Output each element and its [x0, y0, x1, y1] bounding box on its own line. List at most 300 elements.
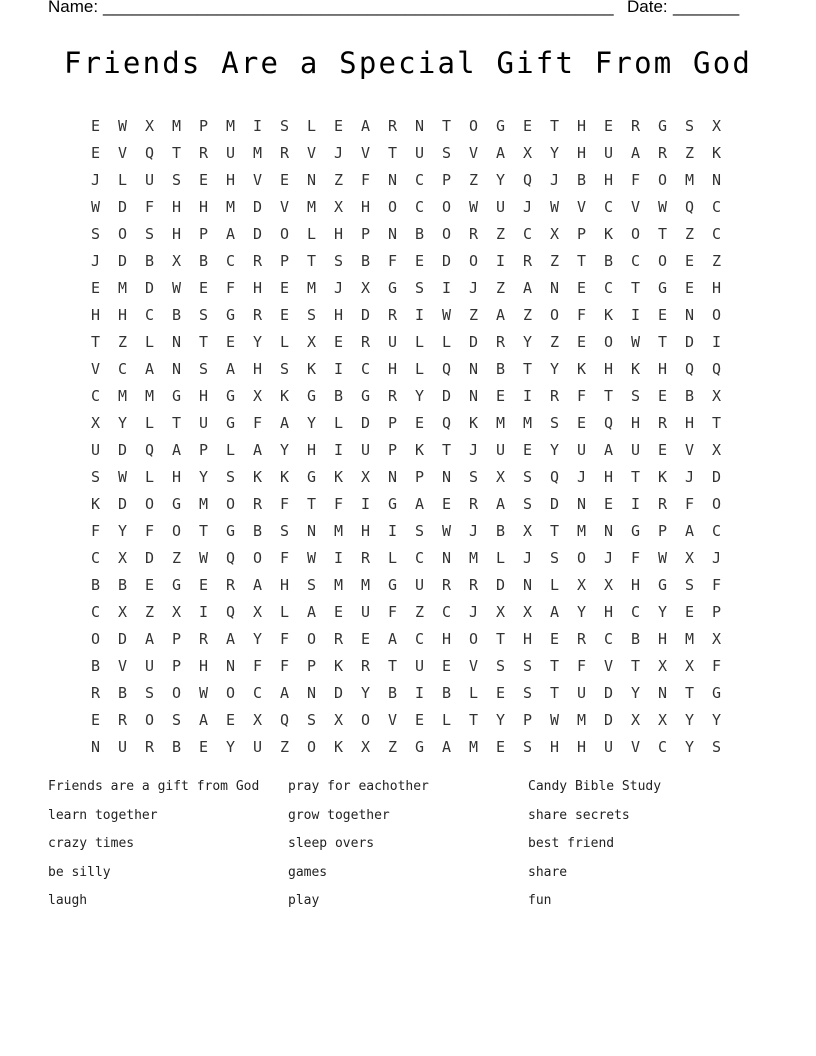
grid-letter: P: [414, 468, 425, 486]
grid-letter: A: [495, 144, 506, 162]
grid-letter: U: [414, 576, 425, 594]
grid-letter: O: [225, 495, 236, 513]
grid-letter: G: [171, 387, 182, 405]
grid-letter: G: [387, 576, 398, 594]
grid-letter: T: [549, 684, 560, 702]
grid-letter: E: [90, 279, 101, 297]
grid-letter: W: [468, 198, 479, 216]
grid-letter: L: [225, 441, 236, 459]
grid-letter: R: [360, 549, 371, 567]
grid-letter: C: [414, 171, 425, 189]
grid-letter: M: [684, 630, 695, 648]
grid-letter: E: [333, 603, 344, 621]
grid-letter: S: [279, 360, 290, 378]
grid-letter: M: [468, 549, 479, 567]
grid-letter: H: [252, 360, 263, 378]
grid-letter: F: [252, 414, 263, 432]
grid-row: [82, 356, 757, 383]
grid-letter: D: [360, 414, 371, 432]
grid-letter: S: [711, 738, 722, 756]
grid-row: [82, 491, 757, 518]
grid-letter: L: [144, 414, 155, 432]
grid-letter: Y: [657, 603, 668, 621]
grid-letter: M: [333, 522, 344, 540]
grid-letter: W: [549, 198, 560, 216]
grid-letter: N: [306, 171, 317, 189]
grid-letter: B: [117, 576, 128, 594]
grid-letter: Y: [117, 522, 128, 540]
grid-letter: S: [90, 225, 101, 243]
grid-letter: B: [171, 738, 182, 756]
grid-letter: T: [711, 414, 722, 432]
grid-letter: L: [414, 360, 425, 378]
grid-letter: N: [387, 171, 398, 189]
word-bank-column-3: [528, 777, 661, 920]
grid-row: [82, 140, 757, 167]
grid-letter: C: [603, 630, 614, 648]
word-bank-item: best friend: [528, 836, 615, 851]
grid-letter: X: [549, 225, 560, 243]
grid-letter: W: [630, 333, 641, 351]
grid-letter: E: [198, 279, 209, 297]
grid-letter: Y: [225, 738, 236, 756]
grid-letter: Q: [441, 414, 452, 432]
grid-letter: Y: [684, 711, 695, 729]
grid-letter: Z: [711, 252, 722, 270]
grid-letter: Z: [684, 144, 695, 162]
grid-letter: K: [333, 468, 344, 486]
grid-letter: O: [603, 333, 614, 351]
grid-letter: P: [387, 414, 398, 432]
grid-letter: K: [90, 495, 101, 513]
grid-letter: L: [333, 414, 344, 432]
grid-letter: V: [117, 144, 128, 162]
grid-letter: X: [711, 441, 722, 459]
grid-letter: Y: [711, 711, 722, 729]
grid-letter: S: [144, 684, 155, 702]
grid-letter: K: [630, 360, 641, 378]
grid-letter: J: [684, 468, 695, 486]
grid-letter: F: [576, 657, 587, 675]
letter-grid: [82, 113, 757, 761]
grid-letter: J: [522, 549, 533, 567]
word-bank-item: pray for eachother: [288, 779, 429, 794]
grid-letter: S: [684, 117, 695, 135]
grid-letter: X: [171, 603, 182, 621]
grid-letter: M: [117, 387, 128, 405]
grid-letter: A: [603, 441, 614, 459]
grid-letter: C: [225, 252, 236, 270]
word-bank-item: fun: [528, 893, 552, 908]
grid-letter: A: [684, 522, 695, 540]
grid-letter: F: [387, 252, 398, 270]
grid-letter: M: [306, 279, 317, 297]
grid-row: [82, 383, 757, 410]
grid-letter: E: [495, 738, 506, 756]
grid-letter: P: [198, 117, 209, 135]
grid-letter: N: [441, 549, 452, 567]
grid-letter: A: [144, 360, 155, 378]
grid-letter: A: [252, 441, 263, 459]
grid-letter: S: [522, 684, 533, 702]
grid-letter: N: [90, 738, 101, 756]
grid-letter: S: [171, 711, 182, 729]
grid-letter: S: [306, 711, 317, 729]
grid-letter: Y: [684, 738, 695, 756]
grid-letter: J: [333, 279, 344, 297]
grid-letter: H: [387, 360, 398, 378]
grid-letter: P: [198, 225, 209, 243]
grid-letter: R: [468, 495, 479, 513]
grid-letter: X: [522, 144, 533, 162]
grid-letter: L: [117, 171, 128, 189]
grid-letter: E: [90, 711, 101, 729]
grid-letter: Q: [549, 468, 560, 486]
grid-letter: W: [549, 711, 560, 729]
grid-letter: R: [441, 576, 452, 594]
grid-letter: C: [414, 198, 425, 216]
grid-letter: E: [225, 333, 236, 351]
grid-row: [82, 734, 757, 761]
grid-letter: L: [279, 603, 290, 621]
grid-letter: M: [117, 279, 128, 297]
grid-letter: Y: [306, 414, 317, 432]
grid-letter: T: [441, 117, 452, 135]
grid-letter: M: [306, 198, 317, 216]
grid-letter: G: [225, 306, 236, 324]
grid-letter: E: [576, 279, 587, 297]
grid-letter: G: [495, 117, 506, 135]
grid-letter: S: [306, 306, 317, 324]
grid-letter: W: [198, 684, 209, 702]
grid-letter: T: [198, 333, 209, 351]
grid-letter: G: [225, 387, 236, 405]
grid-letter: H: [576, 144, 587, 162]
grid-letter: G: [306, 468, 317, 486]
grid-letter: F: [144, 198, 155, 216]
grid-letter: R: [387, 387, 398, 405]
grid-letter: S: [684, 576, 695, 594]
grid-letter: D: [117, 630, 128, 648]
grid-letter: F: [630, 549, 641, 567]
grid-letter: P: [387, 441, 398, 459]
grid-letter: L: [387, 549, 398, 567]
grid-letter: E: [684, 603, 695, 621]
grid-letter: O: [90, 630, 101, 648]
grid-letter: D: [468, 333, 479, 351]
grid-letter: A: [387, 630, 398, 648]
grid-row: [82, 167, 757, 194]
grid-letter: E: [198, 171, 209, 189]
grid-letter: P: [171, 657, 182, 675]
grid-letter: G: [171, 576, 182, 594]
grid-letter: A: [279, 414, 290, 432]
grid-row: [82, 437, 757, 464]
grid-letter: G: [360, 387, 371, 405]
grid-letter: X: [252, 603, 263, 621]
grid-row: [82, 626, 757, 653]
grid-letter: C: [711, 225, 722, 243]
grid-letter: C: [360, 360, 371, 378]
grid-letter: U: [414, 144, 425, 162]
grid-letter: S: [549, 549, 560, 567]
grid-letter: R: [252, 306, 263, 324]
grid-letter: Y: [630, 684, 641, 702]
grid-letter: R: [117, 711, 128, 729]
grid-letter: H: [333, 306, 344, 324]
grid-letter: P: [711, 603, 722, 621]
grid-letter: U: [360, 603, 371, 621]
grid-letter: H: [90, 306, 101, 324]
grid-letter: H: [684, 414, 695, 432]
grid-letter: Q: [603, 414, 614, 432]
word-bank-item: grow together: [288, 807, 390, 823]
grid-letter: V: [576, 198, 587, 216]
grid-row: [82, 653, 757, 680]
grid-letter: H: [360, 198, 371, 216]
grid-letter: H: [441, 630, 452, 648]
grid-letter: T: [630, 657, 641, 675]
grid-letter: I: [522, 387, 533, 405]
grid-letter: F: [360, 171, 371, 189]
grid-letter: G: [657, 279, 668, 297]
grid-letter: Q: [522, 171, 533, 189]
grid-letter: U: [225, 144, 236, 162]
grid-letter: C: [117, 360, 128, 378]
grid-letter: G: [225, 522, 236, 540]
grid-letter: E: [495, 387, 506, 405]
grid-letter: T: [549, 117, 560, 135]
grid-letter: Q: [711, 360, 722, 378]
grid-letter: Q: [144, 144, 155, 162]
grid-letter: D: [252, 225, 263, 243]
grid-letter: E: [333, 333, 344, 351]
grid-letter: E: [522, 441, 533, 459]
grid-letter: E: [414, 414, 425, 432]
grid-letter: S: [171, 171, 182, 189]
word-bank-item: Candy Bible Study: [528, 779, 662, 794]
grid-letter: G: [225, 414, 236, 432]
grid-letter: G: [711, 684, 722, 702]
grid-letter: D: [117, 252, 128, 270]
grid-letter: H: [198, 198, 209, 216]
grid-letter: U: [144, 171, 155, 189]
grid-letter: R: [522, 252, 533, 270]
grid-letter: S: [333, 252, 344, 270]
grid-letter: N: [306, 522, 317, 540]
grid-letter: C: [522, 225, 533, 243]
grid-letter: O: [657, 171, 668, 189]
grid-letter: X: [144, 117, 155, 135]
grid-letter: K: [468, 414, 479, 432]
grid-letter: X: [117, 603, 128, 621]
grid-letter: X: [252, 711, 263, 729]
grid-letter: N: [387, 225, 398, 243]
grid-letter: B: [198, 252, 209, 270]
grid-letter: U: [414, 657, 425, 675]
grid-letter: X: [684, 549, 695, 567]
grid-letter: X: [603, 576, 614, 594]
grid-letter: W: [306, 549, 317, 567]
grid-letter: A: [144, 630, 155, 648]
grid-letter: R: [279, 144, 290, 162]
grid-letter: E: [198, 738, 209, 756]
grid-letter: N: [387, 468, 398, 486]
grid-letter: B: [90, 657, 101, 675]
grid-letter: P: [306, 657, 317, 675]
word-bank-item: games: [288, 864, 328, 880]
grid-letter: N: [657, 684, 668, 702]
grid-letter: H: [603, 360, 614, 378]
grid-letter: F: [279, 630, 290, 648]
grid-letter: M: [576, 522, 587, 540]
grid-letter: H: [630, 414, 641, 432]
grid-letter: U: [360, 441, 371, 459]
grid-letter: X: [306, 333, 317, 351]
grid-letter: T: [441, 441, 452, 459]
grid-letter: S: [225, 468, 236, 486]
grid-letter: D: [441, 387, 452, 405]
grid-letter: W: [657, 549, 668, 567]
grid-letter: A: [279, 684, 290, 702]
grid-letter: I: [441, 279, 452, 297]
grid-letter: Z: [144, 603, 155, 621]
grid-letter: Y: [117, 414, 128, 432]
grid-letter: R: [225, 576, 236, 594]
grid-row: [82, 599, 757, 626]
grid-letter: X: [711, 117, 722, 135]
grid-letter: S: [522, 495, 533, 513]
grid-letter: D: [252, 198, 263, 216]
grid-letter: U: [144, 657, 155, 675]
grid-letter: H: [252, 279, 263, 297]
grid-letter: R: [630, 117, 641, 135]
grid-letter: V: [117, 657, 128, 675]
grid-letter: D: [684, 333, 695, 351]
grid-letter: S: [522, 738, 533, 756]
grid-letter: N: [468, 387, 479, 405]
grid-letter: N: [225, 657, 236, 675]
grid-letter: P: [522, 711, 533, 729]
grid-letter: Z: [549, 333, 560, 351]
grid-letter: H: [603, 171, 614, 189]
grid-letter: E: [414, 252, 425, 270]
grid-letter: S: [522, 468, 533, 486]
grid-letter: I: [495, 252, 506, 270]
grid-letter: M: [333, 576, 344, 594]
grid-letter: C: [630, 603, 641, 621]
grid-letter: L: [441, 711, 452, 729]
grid-letter: Z: [549, 252, 560, 270]
grid-letter: M: [495, 414, 506, 432]
grid-letter: N: [414, 117, 425, 135]
grid-letter: I: [360, 495, 371, 513]
grid-letter: D: [441, 252, 452, 270]
grid-letter: B: [171, 306, 182, 324]
grid-letter: Z: [468, 306, 479, 324]
grid-letter: Y: [549, 144, 560, 162]
grid-letter: C: [90, 549, 101, 567]
word-bank-item: be silly: [48, 864, 111, 880]
grid-letter: N: [171, 333, 182, 351]
grid-letter: N: [522, 576, 533, 594]
grid-letter: F: [630, 171, 641, 189]
grid-letter: B: [495, 360, 506, 378]
grid-letter: H: [117, 306, 128, 324]
grid-letter: T: [684, 684, 695, 702]
grid-letter: O: [630, 225, 641, 243]
grid-letter: K: [279, 468, 290, 486]
grid-letter: V: [468, 657, 479, 675]
grid-letter: O: [144, 495, 155, 513]
grid-letter: Y: [549, 441, 560, 459]
grid-letter: G: [171, 495, 182, 513]
grid-letter: Y: [252, 630, 263, 648]
grid-letter: I: [711, 333, 722, 351]
grid-letter: D: [333, 684, 344, 702]
grid-letter: M: [198, 495, 209, 513]
grid-letter: X: [495, 603, 506, 621]
grid-letter: K: [306, 360, 317, 378]
grid-letter: J: [603, 549, 614, 567]
grid-letter: X: [90, 414, 101, 432]
grid-letter: U: [252, 738, 263, 756]
grid-letter: A: [414, 495, 425, 513]
grid-letter: P: [576, 225, 587, 243]
grid-letter: J: [468, 522, 479, 540]
grid-letter: E: [603, 495, 614, 513]
grid-letter: T: [657, 333, 668, 351]
grid-letter: M: [360, 576, 371, 594]
grid-letter: H: [360, 522, 371, 540]
word-bank-column-1: [48, 777, 259, 920]
grid-letter: S: [630, 387, 641, 405]
grid-letter: N: [684, 306, 695, 324]
grid-letter: T: [576, 252, 587, 270]
grid-letter: U: [198, 414, 209, 432]
grid-letter: S: [198, 306, 209, 324]
grid-letter: E: [657, 441, 668, 459]
grid-letter: T: [171, 144, 182, 162]
grid-letter: C: [630, 252, 641, 270]
grid-letter: A: [225, 225, 236, 243]
grid-letter: E: [441, 657, 452, 675]
grid-letter: R: [360, 333, 371, 351]
grid-letter: X: [360, 738, 371, 756]
grid-letter: P: [198, 441, 209, 459]
grid-letter: F: [252, 657, 263, 675]
grid-letter: Z: [495, 279, 506, 297]
grid-letter: D: [117, 441, 128, 459]
grid-letter: X: [333, 711, 344, 729]
grid-letter: R: [387, 306, 398, 324]
grid-row: [82, 572, 757, 599]
grid-letter: G: [657, 117, 668, 135]
grid-letter: O: [171, 684, 182, 702]
grid-letter: E: [198, 576, 209, 594]
grid-letter: U: [603, 738, 614, 756]
grid-letter: H: [603, 468, 614, 486]
grid-letter: B: [603, 252, 614, 270]
grid-letter: F: [711, 576, 722, 594]
grid-letter: R: [495, 333, 506, 351]
grid-letter: J: [522, 198, 533, 216]
grid-letter: L: [306, 117, 317, 135]
grid-letter: E: [279, 279, 290, 297]
grid-letter: J: [468, 441, 479, 459]
grid-letter: V: [630, 738, 641, 756]
grid-letter: A: [495, 306, 506, 324]
